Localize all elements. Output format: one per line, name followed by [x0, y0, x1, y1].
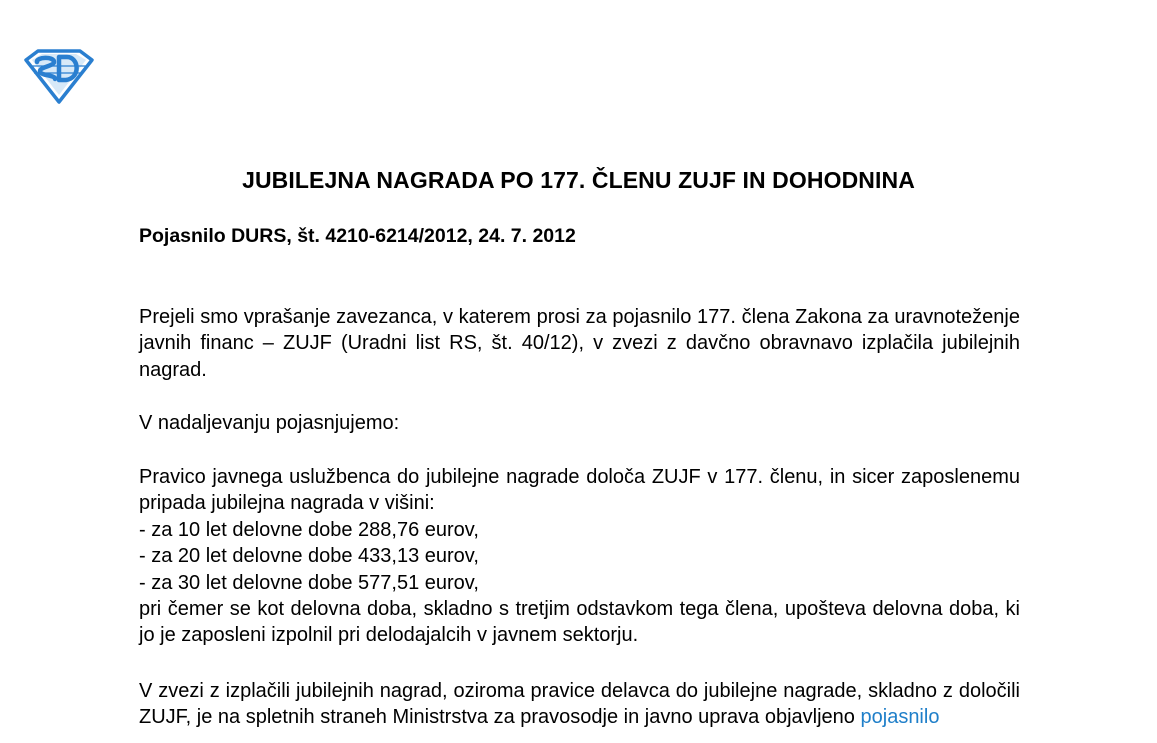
paragraph-entitlement: [139, 464, 1020, 649]
list-item: - za 30 let delovne dobe 577,51 eurov,: [139, 571, 479, 594]
company-logo: [22, 48, 96, 104]
document-subtitle: Pojasnilo DURS, št. 4210-6214/2012, 24. 7. 2012: [139, 225, 576, 247]
entitlement-intro: Pravico javnega uslužbenca do jubilejne nagrade določa ZUJF v 177. členu, in sicer zaposlenemu pripada jubilejna nagrada v višini:: [139, 466, 1020, 515]
paragraph-ministry: [139, 678, 1020, 731]
document-title: JUBILEJNA NAGRADA PO 177. ČLENU ZUJF IN DOHODNINA: [242, 167, 915, 193]
list-item: - za 10 let delovne dobe 288,76 eurov,: [139, 518, 479, 541]
sd-shield-logo-icon: [22, 48, 96, 104]
list-item: - za 20 let delovne dobe 433,13 eurov,: [139, 545, 479, 568]
paragraph-intro: V nadaljevanju pojasnjujemo:: [139, 412, 400, 434]
paragraph-question: Prejeli smo vprašanje zavezanca, v katerem prosi za pojasnilo 177. člena Zakona za uravnoteženje javnih financ – ZUJF (Uradni list RS, št. 40/12), v zvezi z davčno obravnavo izplačila jubilejnih nagrad.: [139, 306, 1020, 381]
explanation-link[interactable]: pojasnilo: [860, 706, 940, 729]
ministry-text: V zvezi z izplačili jubilejnih nagrad, oziroma pravice delavca do jubilejne nagrade, skladno z določili ZUJF, je na spletnih straneh Ministrstva za pravosodje in javno uprava objavljeno: [139, 680, 1020, 729]
entitlement-outro: pri čemer se kot delovna doba, skladno s tretjim odstavkom tega člena, upošteva delovna doba, ki jo je zaposleni izpolnil pri delodajalcih v javnem sektorju.: [139, 598, 1020, 647]
